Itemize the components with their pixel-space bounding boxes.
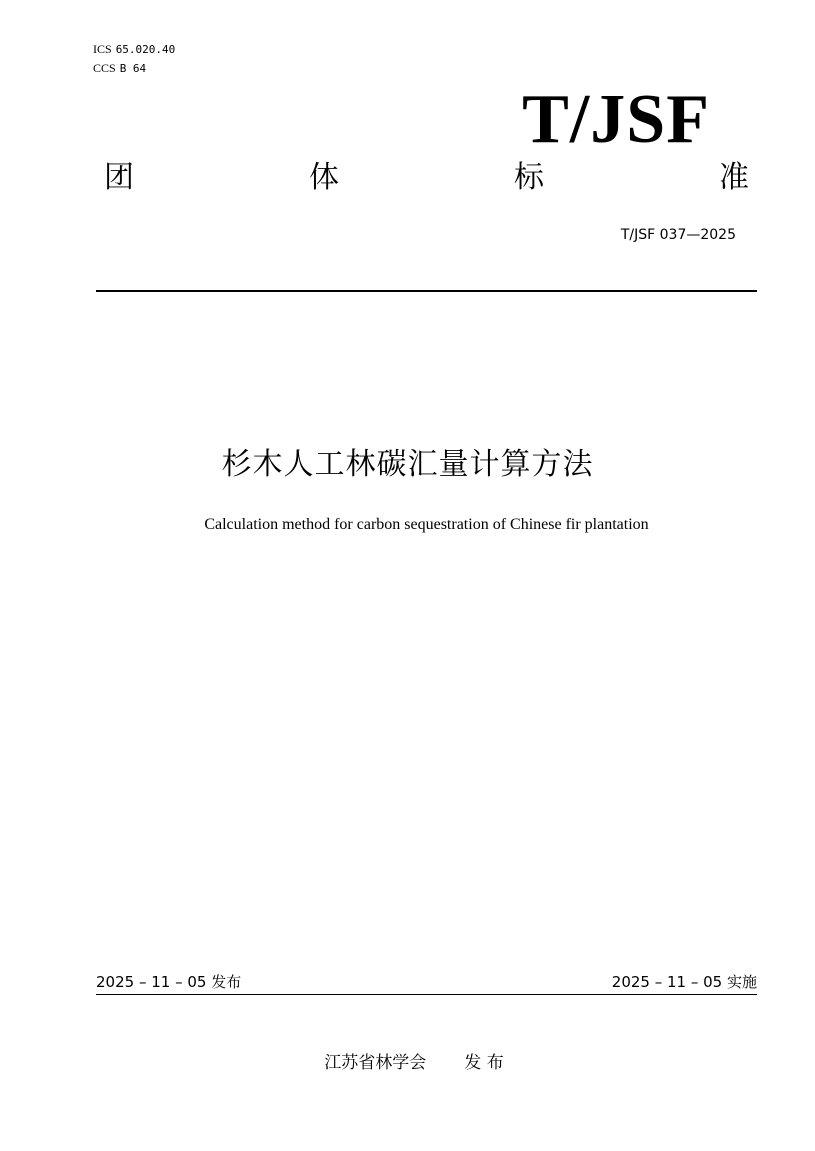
- ics-classification: [93, 42, 175, 57]
- standard-type-char: 体: [309, 160, 339, 195]
- ics-code: 65.020.40: [115, 43, 176, 56]
- standard-type-char: 标: [514, 160, 544, 195]
- document-title-en: Calculation method for carbon sequestration of Chinese fir plantation: [204, 516, 649, 533]
- issue-date: 2025 – 11 – 05 发布: [96, 973, 242, 991]
- document-title-zh: 杉木人工林碳汇量计算方法: [221, 447, 594, 482]
- standard-logo: T/JSF: [522, 81, 710, 158]
- footer-divider: [96, 994, 757, 995]
- ccs-label: CCS: [93, 61, 116, 75]
- ccs-code: B 64: [119, 62, 147, 75]
- implementation-date: 2025 – 11 – 05 实施: [611, 973, 757, 991]
- standard-number: T/JSF 037—2025: [620, 227, 736, 243]
- header-divider: [96, 290, 757, 292]
- standard-type-heading: [104, 158, 749, 198]
- publisher-line: [0, 1052, 815, 1074]
- publisher-name: 江苏省林学会: [324, 1053, 427, 1073]
- standard-type-char: 准: [719, 160, 749, 195]
- ics-label: ICS: [93, 42, 112, 56]
- ccs-classification: [93, 61, 146, 76]
- publish-action: 发 布: [464, 1053, 504, 1073]
- standard-type-char: 团: [104, 160, 134, 195]
